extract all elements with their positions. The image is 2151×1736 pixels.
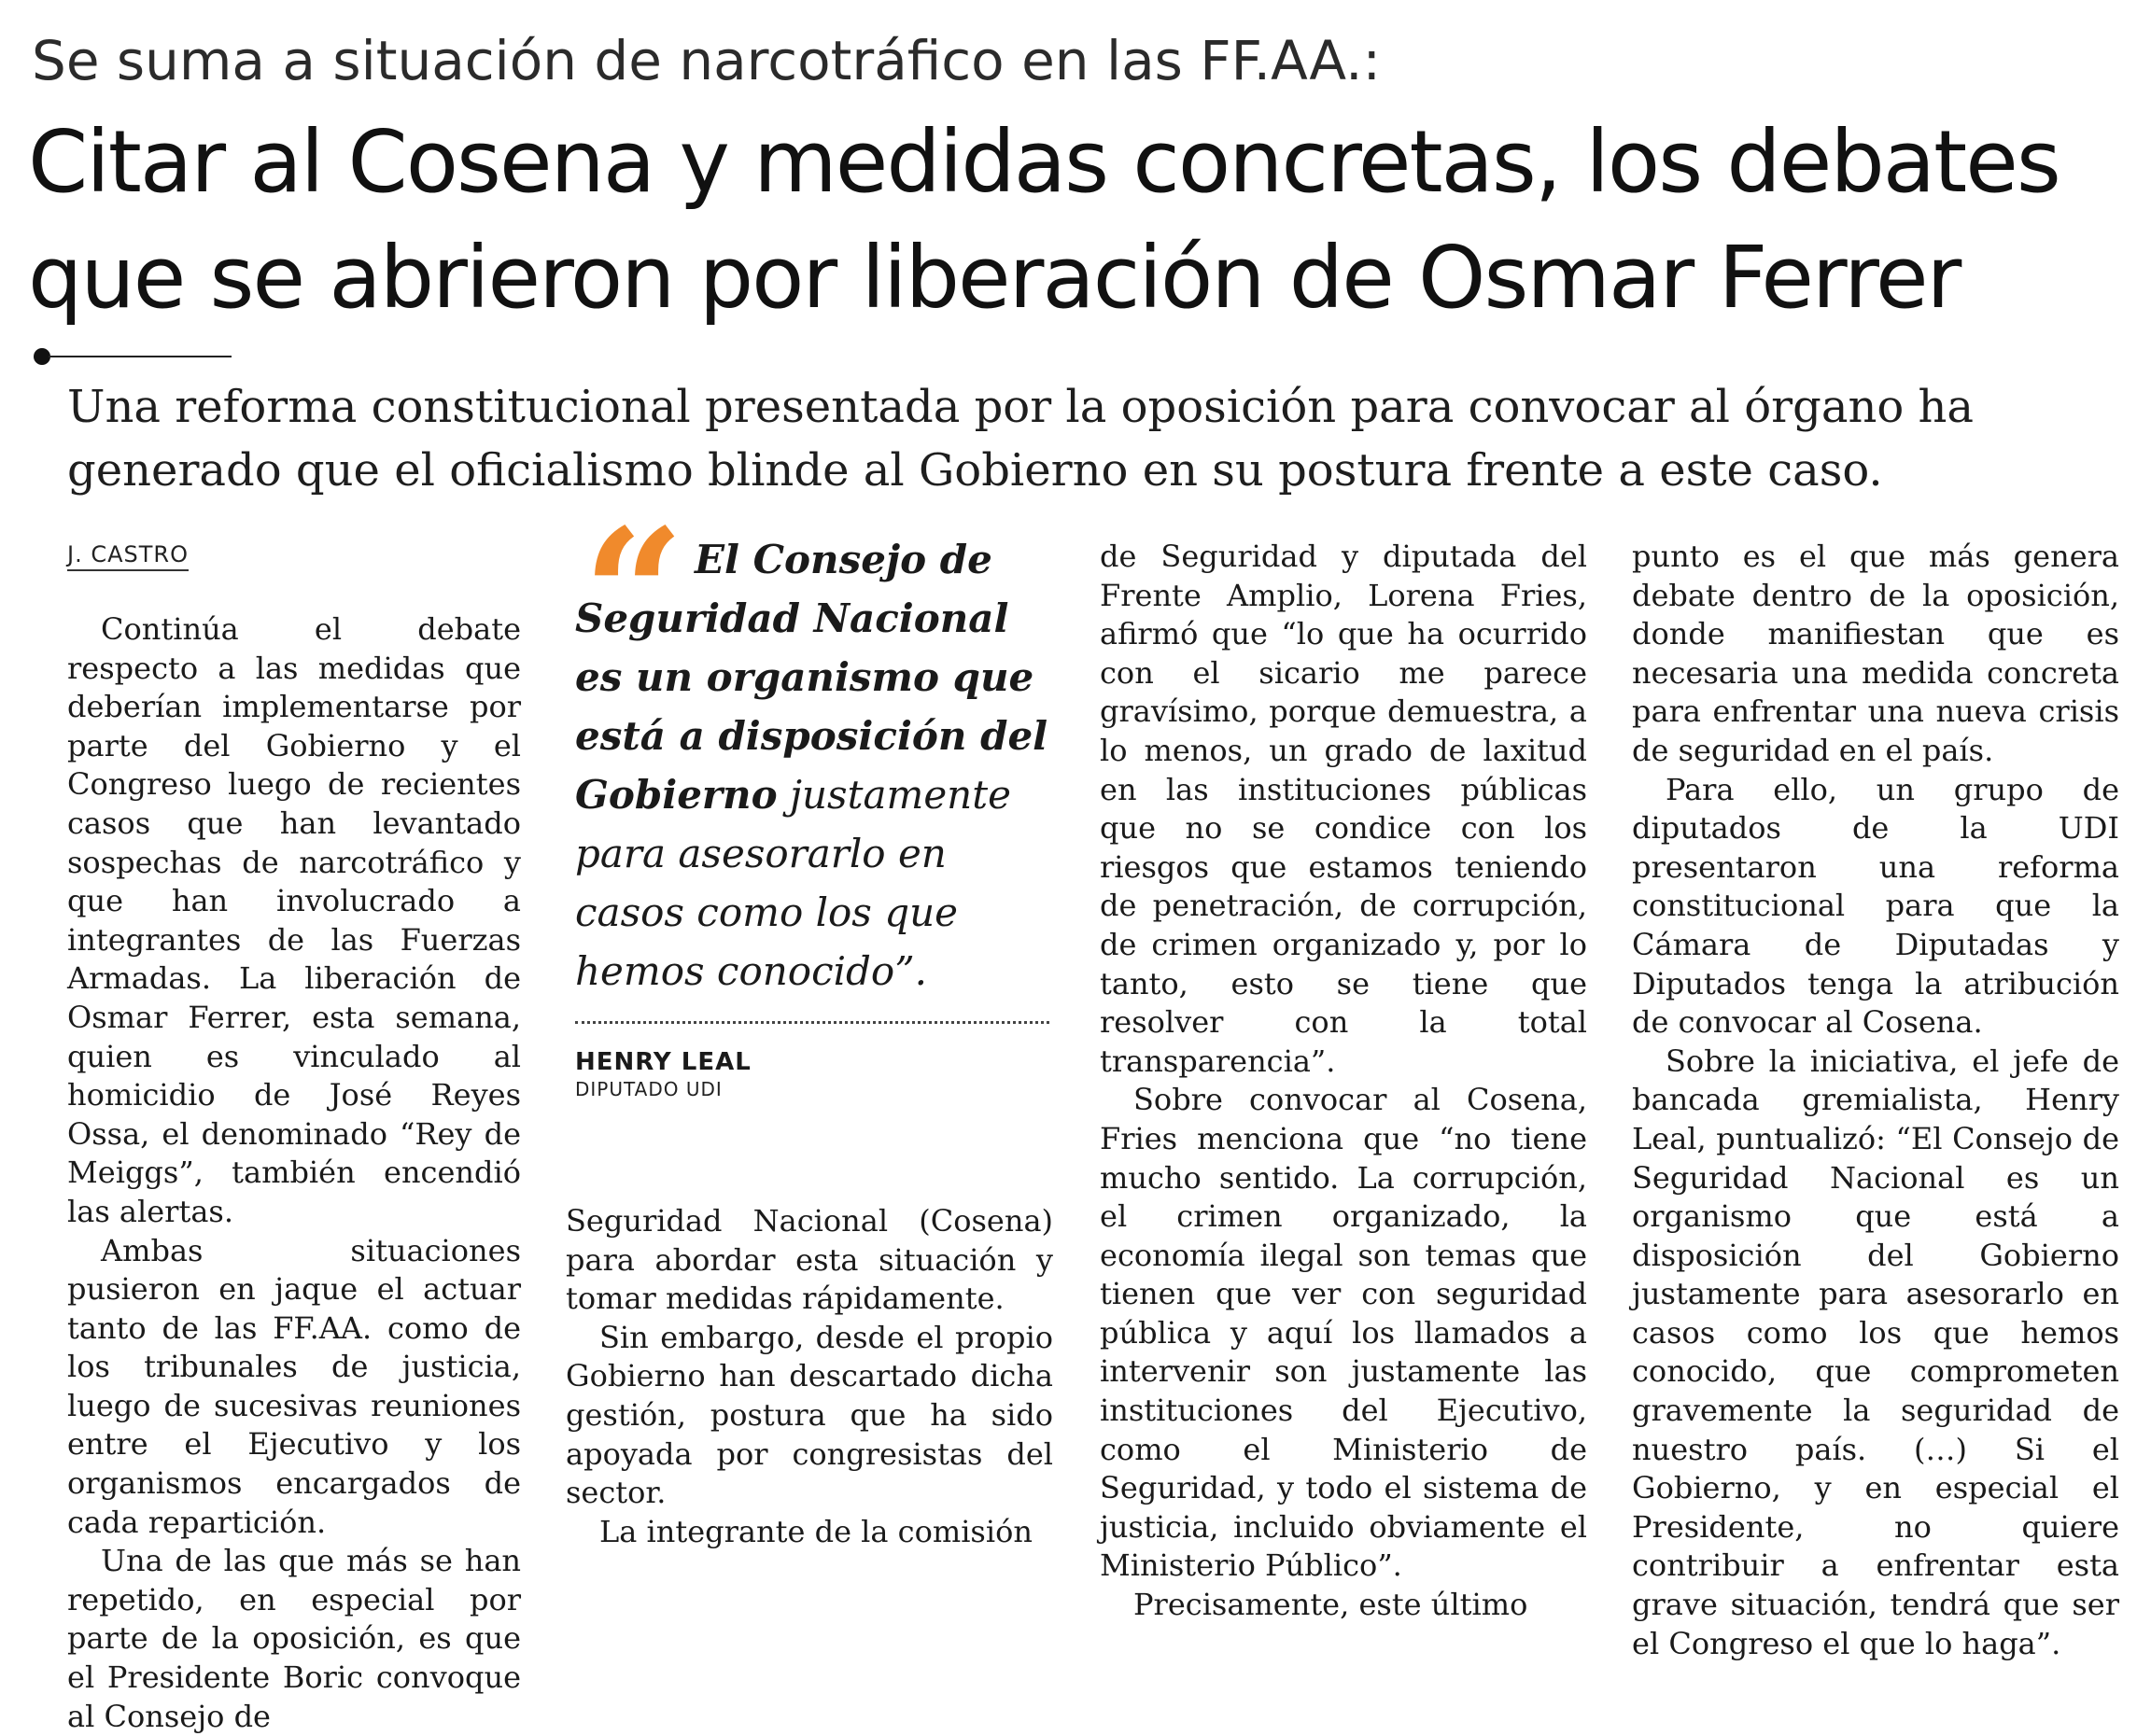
paragraph: Precisamente, este último [1133,1587,1528,1623]
paragraph: Sobre la iniciativa, el jefe de bancada gremialista, Henry Leal, puntualizó: “El Consejo de Seguridad Nacional es un organismo que está a disposición del Gobierno justamente para asesorarlo en casos como los que hemos conocido, que comprometen gravemente la seguridad de nuestro país. (…) Si el Gobierno, y en especial el Presidente, no quiere contribuir a enfrentar esta grave situación, tendrá que ser el Congreso el que lo haga”. [1632,1043,2119,1661]
paragraph: Sobre convocar al Cosena, Fries menciona que “no tiene mucho sentido. La corrupción, el crimen organizado, la economía ilegal son temas que tienen que ver con seguridad pública y aquí los llamados a intervenir son justamente las instituciones del Ejecutivo, como el Ministerio de Seguridad, y todo el sistema de justicia, incluido obviamente el Ministerio Público”. [1100,1082,1587,1584]
paragraph: La integrante de la comisión [599,1513,1033,1549]
lede: Una reforma constitucional presentada por la oposición para convocar al órgano ha generado que el oficialismo blinde al Gobierno en su postura frente a este caso. [67,381,1975,497]
headline: Citar al Cosena y medidas concretas, los debates que se abrieron por liberación de Osmar Ferrer [28,112,2060,328]
kicker: Se suma a situación de narcotráfico en las FF.AA.: [32,29,1382,92]
article-column-3 [1100,538,1587,1625]
article-column-4 [1632,538,2119,1663]
headline-rule-line [49,356,232,357]
paragraph: Seguridad Nacional (Cosena) para abordar esta situación y tomar medidas rápidamente. [566,1203,1053,1317]
pull-quote-bold: El Consejo de Seguridad Nacional es un organismo que está a disposición del Gobierno [575,537,1048,818]
pull-quote [575,490,1053,1102]
byline: J. CASTRO [67,541,189,571]
article-column-2 [566,1202,1053,1551]
article-column-1 [67,610,521,1736]
quote-mark-icon: “ [583,490,685,698]
pull-quote-attribution-name: HENRY LEAL [575,1048,752,1076]
paragraph: de Seguridad y diputada del Frente Amplio, Lorena Fries, afirmó que “lo que ha ocurrido con el sicario me parece gravísimo, porque demuestra, a lo menos, un grado de laxitud en las instituciones públicas que no se condice con los riesgos que estamos teniendo de penetración, de corrupción, de crimen organizado y, por lo tanto, esto se tiene que resolver con la total transparencia”. [1100,539,1587,1079]
paragraph: Para ello, un grupo de diputados de la UDI presentaron una reforma constitucional para que la Cámara de Diputadas y Diputados tenga la atribución de convocar al Cosena. [1632,771,2119,1041]
paragraph: Una de las que más se han repetido, en especial por parte de la oposición, es que el Presidente Boric convoque al Consejo de [67,1543,521,1734]
pull-quote-attribution-role: DIPUTADO UDI [575,1078,723,1100]
paragraph: punto es el que más genera debate dentro de la oposición, donde manifiestan que es necesaria una medida concreta para enfrentar una nueva crisis de seguridad en el país. [1632,539,2119,768]
pull-quote-divider [575,1021,1049,1024]
pull-quote-rest: justamente para asesorarlo en casos como los que hemos conocido”. [575,772,1011,994]
paragraph: Continúa el debate respecto a las medidas que deberían implementarse por parte del Gobierno y el Congreso luego de recientes casos que han levantado sospechas de narcotráfico y que han involucrado a integrantes de las Fuerzas Armadas. La liberación de Osmar Ferrer, esta semana, quien es vinculado al homicidio de José Reyes Ossa, el denominado “Rey de Meiggs”, también encendió las alertas. [67,611,521,1229]
paragraph: Ambas situaciones pusieron en jaque el actuar tanto de las FF.AA. como de los tribunales de justicia, luego de sucesivas reuniones entre el Ejecutivo y los organismos encargados de cada repartición. [67,1232,521,1540]
paragraph: Sin embargo, desde el propio Gobierno han descartado dicha gestión, postura que ha sido apoyada por congresistas del sector. [566,1319,1053,1511]
